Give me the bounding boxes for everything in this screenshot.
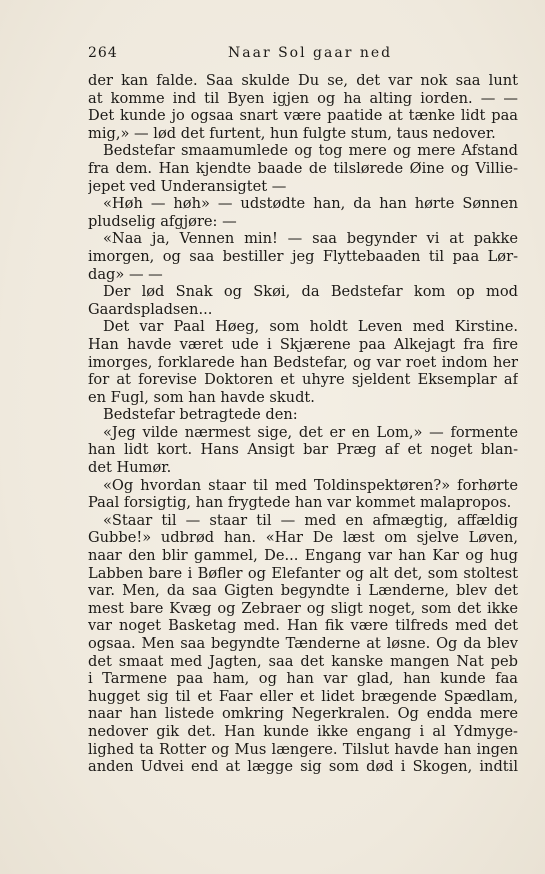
text-line: mest bare Kvæg og Zebraer og sligt noget, som det ikke — [88, 599, 518, 617]
text-line: hugget sig til et Faar eller et lidet brægende Spædlam, — [88, 687, 518, 705]
text-line: imorges, forklarede han Bedstefar, og var roet indom her — [88, 353, 518, 371]
text-line: i Tarmene paa ham, og han var glad, han kunde faa — [88, 670, 518, 688]
text-line: ogsaa. Men saa begyndte Tænderne at løsne. Og da blev — [88, 635, 518, 652]
text-line: naar han listede omkring Negerkralen. Og endda mere — [88, 705, 518, 723]
text-line: «Staar til — staar til — med en afmægtig, affældig — [103, 511, 518, 529]
text-line: pludselig afgjøre: — — [88, 212, 237, 230]
text-line: Gubbe!» udbrød han. «Har De læst om sjelve Løven, — [88, 529, 518, 547]
text-line: for at forevise Doktoren et uhyre sjeldent Eksemplar af — [88, 371, 518, 389]
text-line: «Høh — høh» — udstødte han, da han hørte Sønnen — [103, 195, 518, 213]
text-line: var. Men, da saa Gigten begyndte i Lænderne, blev det — [88, 582, 518, 600]
page-header — [88, 45, 518, 65]
text-line: Labben bare i Bøfler og Elefanter og alt det, som stoltest — [88, 564, 518, 582]
text-line: «Jeg vilde nærmest sige, det er en Lom,» — formente — [103, 423, 518, 441]
text-line: at komme ind til Byen igjen og ha alting iorden. — — — [88, 89, 518, 107]
text-line: Gaardspladsen... — [88, 300, 213, 318]
text-line: Bedstefar betragtede den: — [103, 406, 298, 424]
text-line: fra dem. Han kjendte baade de tilslørede Øine og Villie- — [88, 159, 518, 177]
text-line: naar den blir gammel, De... Engang var han Kar og hug — [88, 547, 518, 565]
text-line: imorgen, og saa bestiller jeg Flyttebaaden til paa Lør- — [88, 247, 518, 265]
body-text — [88, 72, 518, 776]
text-line: mig,» — lød det furtent, hun fulgte stum, taus nedover. — [88, 124, 496, 142]
text-line: nedover gik det. Han kunde ikke engang i al Ydmyge- — [88, 722, 518, 740]
text-line: Paal forsigtig, han frygtede han var kommet malapropos. — [88, 494, 512, 512]
text-line: der kan falde. Saa skulde Du se, det var nok saa lunt — [88, 72, 518, 89]
text-line: Der lød Snak og Skøi, da Bedstefar kom op mod — [103, 283, 518, 301]
running-title: Naar Sol gaar ned — [228, 45, 393, 61]
text-line: Det var Paal Høeg, som holdt Leven med Kirstine. — [103, 318, 518, 336]
text-line: lighed ta Rotter og Mus længere. Tilslut havde han ingen — [88, 740, 518, 758]
text-line: var noget Basketag med. Han fik være tilfreds med det — [88, 617, 518, 635]
text-line: jepet ved Underansigtet — — [88, 177, 287, 195]
text-line: det Humør. — [88, 459, 172, 477]
text-line: Han havde været ude i Skjærene paa Alkejagt fra fire — [88, 335, 518, 353]
text-line: anden Udvei end at lægge sig som død i Skogen, indtil — [88, 758, 518, 776]
text-line: Bedstefar smaamumlede og tog mere og mere Afstand — [103, 142, 518, 160]
text-line: en Fugl, som han havde skudt. — [88, 388, 315, 406]
text-line: det smaat med Jagten, saa det kanske mangen Nat peb — [88, 652, 518, 670]
text-line: «Naa ja, Vennen min! — saa begynder vi at pakke — [103, 230, 518, 248]
text-line: dag» — — — [88, 265, 163, 283]
text-line: «Og hvordan staar til med Toldinspektøren?» forhørte — [103, 476, 518, 494]
text-line: Det kunde jo ogsaa snart være paatide at tænke lidt paa — [88, 107, 518, 125]
page-number: 264 — [88, 45, 118, 61]
text-line: han lidt kort. Hans Ansigt bar Præg af et noget blan- — [88, 441, 518, 459]
